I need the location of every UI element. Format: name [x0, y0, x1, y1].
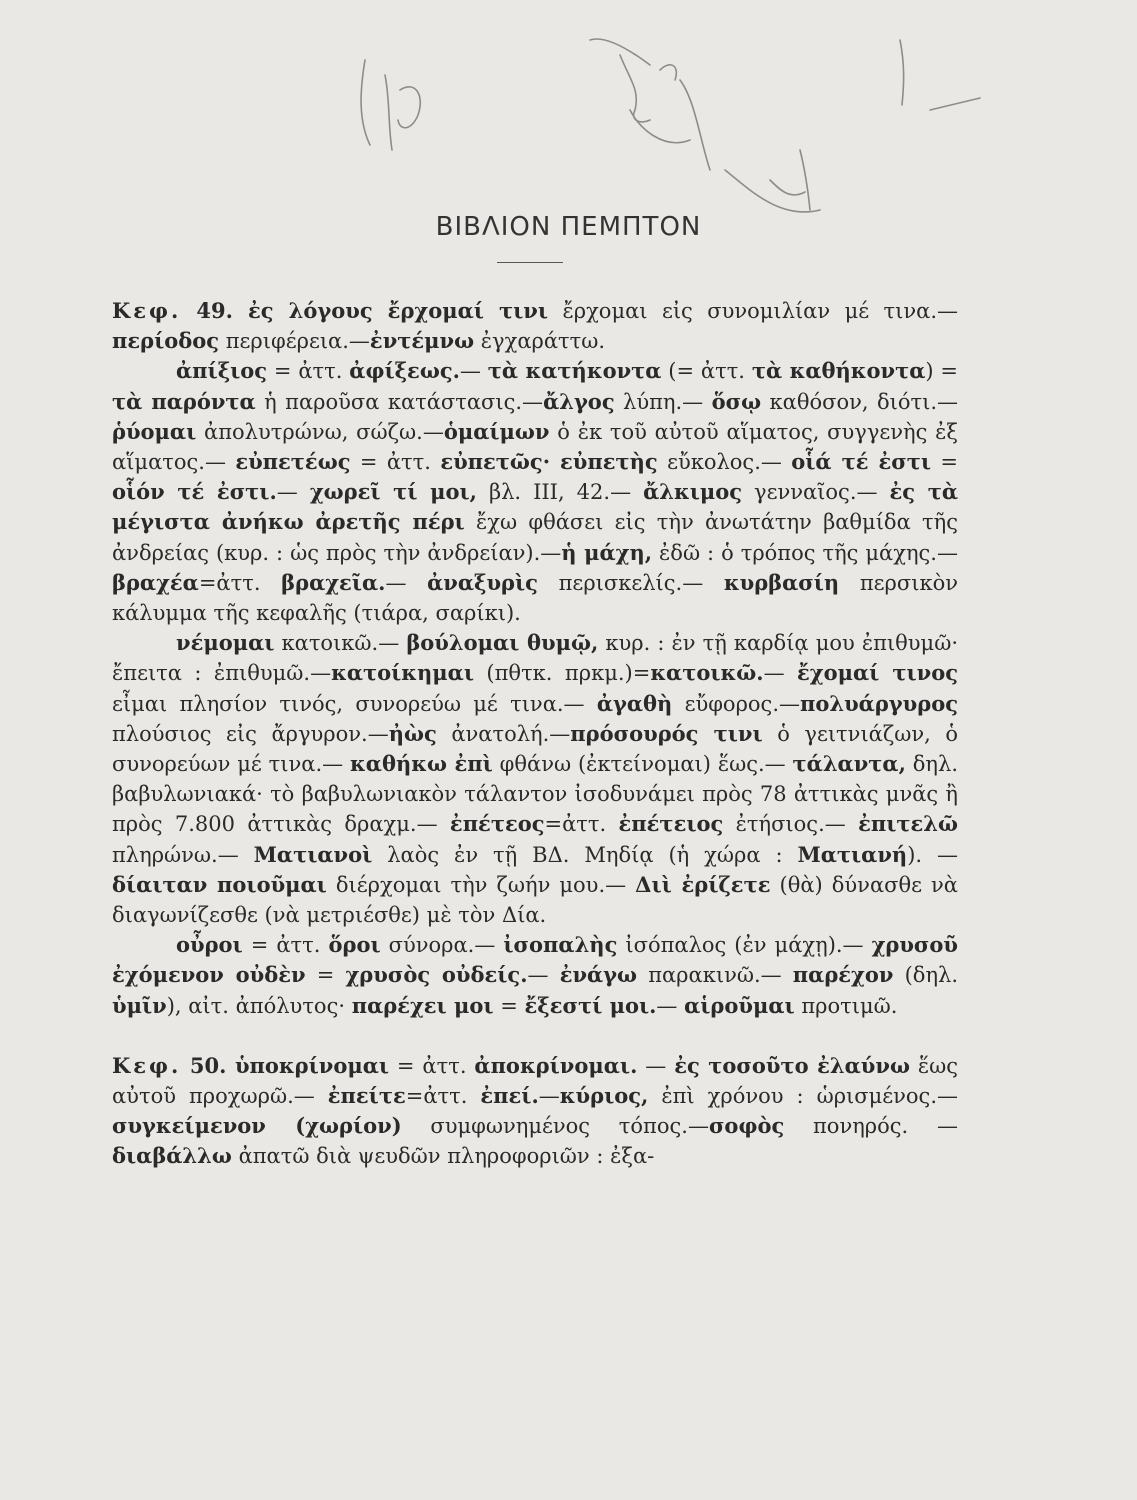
gloss: περσικὸν κάλυμμα τῆς κεφαλῆς (τιάρα, σαρίκι). [112, 570, 958, 626]
lemma: χρυσοῦ ἐχόμενον οὐδὲν [112, 932, 958, 988]
book-title: ΒΙΒΛΙΟΝ ΠΕΜΠΤΟΝ [435, 212, 702, 242]
lemma: ἡ μάχη, [561, 539, 653, 565]
lemma: ὅροι [328, 932, 381, 958]
gloss: ἕως αὐτοῦ προχωρῶ.— [112, 1053, 958, 1109]
lemma: διαβάλλω [112, 1143, 232, 1169]
chapter-paragraph [112, 296, 958, 356]
lemma: συγκείμενον (χωρίον) [112, 1113, 402, 1139]
lemma: οἷά τέ ἐστι [791, 449, 932, 475]
lemma: ἐπέτειος [618, 811, 724, 837]
gloss: — [763, 661, 797, 686]
gloss: ) = [925, 359, 958, 384]
gloss: = [305, 963, 346, 988]
gloss: = ἀττ. [389, 1053, 475, 1078]
lemma: ἔχομαί τινος [797, 660, 958, 686]
lemma: βούλομαι θυμῷ, [406, 630, 599, 656]
lemma: χωρεῖ τί μοι, [309, 479, 477, 505]
gloss: φθάνω (ἐκτείνομαι) ἕως.— [492, 752, 793, 777]
lemma: βραχεῖα. [281, 569, 386, 595]
gloss: ). — [907, 842, 958, 867]
lemma: ἔξεστί μοι. [524, 992, 657, 1018]
lemma: Ματιανοὶ [253, 841, 373, 867]
gloss: ἐπὶ χρόνου : ὡρισμένος.— [648, 1084, 958, 1109]
lemma: ὑποκρίνομαι [234, 1052, 390, 1078]
lemma: ῥύομαι [112, 418, 197, 444]
lemma: πρόσουρός τινι [570, 720, 763, 746]
lemma: ἀφίξεως. [349, 358, 460, 384]
lemma: νέμομαι [176, 630, 275, 656]
lemma: ἠὼς [388, 720, 437, 746]
gloss: πλούσιος εἰς ἄργυρον.— [112, 721, 389, 746]
gloss: ἀνατολή.— [436, 721, 571, 746]
gloss: κατοικῶ.— [274, 631, 407, 656]
lemma: εὐπετέως [235, 449, 351, 475]
gloss: = ἀττ. [350, 450, 441, 475]
gloss: (θὰ) δύνασθε νὰ διαγωνίζεσθε (νὰ μετριέσθε) μὲ τὸν Δία. [112, 872, 958, 928]
gloss: — [538, 1084, 560, 1109]
gloss: ἐγχαράττω. [474, 329, 606, 354]
gloss: ὁ ἐκ τοῦ αὐτοῦ αἵματος, συγγενὴς ἐξ αἵματος.— [112, 419, 958, 475]
paragraph [112, 628, 958, 930]
gloss: ), αἰτ. ἀπόλυτος· [166, 993, 352, 1018]
gloss: (δηλ. [893, 963, 959, 988]
gloss: (πθτκ. πρκμ.)= [474, 661, 651, 686]
title-divider [497, 262, 563, 263]
gloss: =ἀττ. [544, 812, 619, 837]
gloss: παρακινῶ.— [637, 963, 793, 988]
lemma: κατοίκημαι [331, 660, 474, 686]
lemma: πολυάργυρος [800, 690, 958, 716]
gloss: εἶμαι πλησίον τινός, συνορεύω μέ τινα.— [112, 691, 597, 716]
lemma: περίοδος [112, 328, 220, 354]
lemma: κύριος, [559, 1083, 649, 1109]
lemma: Διὶ ἐρίζετε [635, 871, 771, 897]
lemma: ὁμαίμων [443, 418, 550, 444]
lemma: ἄλγος [543, 388, 615, 414]
gloss: ἀπολυτρώνω, σώζω.— [196, 419, 444, 444]
lemma: παρέχει μοι [351, 992, 494, 1018]
lemma: εὐπετῶς· εὐπετὴς [440, 449, 658, 475]
lemma: καθήκω ἐπὶ [350, 751, 493, 777]
gloss: = [493, 993, 525, 1018]
pencil-sketch-icon [330, 20, 990, 240]
gloss: περισκελίς.— [537, 570, 724, 595]
lemma: σοφὸς [708, 1113, 785, 1139]
gloss: — [656, 993, 685, 1018]
gloss: ἰσόπαλος (ἐν μάχῃ).— [617, 933, 872, 958]
gloss: ἀπατῶ διὰ ψευδῶν πληροφοριῶν : ἐξα- [231, 1144, 655, 1169]
gloss: = ἀττ. [267, 359, 350, 384]
gloss: σύνορα.— [380, 933, 504, 958]
gloss: περιφέρεια.— [219, 329, 370, 354]
lemma: ἐπέτεος [449, 811, 545, 837]
lemma: ἐπείτε [327, 1083, 406, 1109]
gloss: ὁ γειτνιάζων, ὁ συνορεύων μέ τινα.— [112, 721, 958, 777]
lemma: τὰ παρόντα [112, 388, 256, 414]
gloss: εὔφορος.— [672, 691, 800, 716]
gloss: =ἀττ. [198, 570, 282, 595]
lemma: ἀγαθὴ [596, 690, 673, 716]
lemma: ἀπίξιος [176, 358, 268, 384]
gloss: διέρχομαι τὴν ζωήν μου.— [326, 872, 636, 897]
lemma: οἷόν τέ ἐστι. [112, 479, 277, 505]
gloss: λύπη.— [614, 389, 712, 414]
gloss: — [637, 1053, 675, 1078]
chapter-number: 50. [181, 1052, 235, 1078]
lemma: αἱροῦμαι [684, 992, 795, 1018]
lemma: ἀποκρίνομαι. [474, 1052, 638, 1078]
gloss: πονηρός. — [784, 1114, 958, 1139]
gloss: (= ἀττ. [661, 359, 752, 384]
lemma: ἄλκιμος [643, 479, 743, 505]
lemma: ἰσοπαλὴς [503, 932, 618, 958]
lemma: ἐς τὰ μέγιστα ἀνήκω ἀρετῆς πέρι [112, 479, 959, 535]
lemma: κατοικῶ. [650, 660, 764, 686]
lemma: βραχέα [112, 569, 199, 595]
gloss: συμφωνημένος τόπος.— [401, 1114, 709, 1139]
lemma: ἀναξυρὶς [427, 569, 538, 595]
chapter-paragraph [112, 1051, 958, 1172]
gloss: — [276, 480, 310, 505]
chapter-label: Κεφ. [112, 298, 182, 323]
gloss: — [527, 963, 560, 988]
lemma: δίαιταν ποιοῦμαι [112, 871, 327, 897]
gloss: προτιμῶ. [794, 993, 898, 1018]
gloss: ἡ παροῦσα κατάστασις.— [255, 389, 544, 414]
gloss: = ἀττ. [242, 933, 329, 958]
lemma: ὅσῳ [711, 388, 762, 414]
commentary-text [112, 296, 958, 1172]
gloss: γενναῖος.— [742, 480, 890, 505]
lemma: χρυσὸς οὐδείς. [345, 962, 528, 988]
gloss: = [931, 450, 959, 475]
gloss: =ἀττ. [405, 1084, 481, 1109]
gloss: βλ. III, 42.— [476, 480, 644, 505]
gloss: δηλ. βαβυλωνιακά· τὸ βαβυλωνιακὸν τάλαντον ἰσοδυνάμει πρὸς 78 ἀττικὰς μνᾶς ἢ πρὸς 7.800 ἀττικὰς δραχμ.— [112, 752, 958, 837]
gloss: πληρώνω.— [112, 842, 254, 867]
lemma: ἐπεί. [480, 1083, 539, 1109]
lemma: παρέχον [792, 962, 894, 988]
chapter-label: Κεφ. [112, 1052, 182, 1078]
paragraph [112, 930, 958, 1021]
lemma: ἐς λόγους ἔρχομαί τινι [248, 298, 549, 323]
lemma: ὑμῖν [112, 992, 167, 1018]
gloss: ἔχω φθάσει εἰς τὴν ἀνωτάτην βαθμίδα τῆς ἀνδρείας (κυρ. : ὡς πρὸς τὴν ἀνδρείαν).— [112, 510, 958, 565]
lemma: ἐπιτελῶ [858, 811, 958, 837]
gloss: λαὸς ἐν τῇ ΒΔ. Μηδίᾳ (ἡ χώρα : [372, 842, 798, 867]
lemma: κυρβασίη [723, 569, 840, 595]
lemma: Ματιανή [797, 841, 908, 867]
chapter-number: 49. [181, 298, 249, 323]
lemma: τὰ καθήκοντα [751, 358, 926, 384]
gloss: — [385, 570, 428, 595]
gloss: ἔρχομαι εἰς συνομιλίαν μέ τινα.— [548, 299, 959, 323]
lemma: οὖροι [176, 932, 243, 958]
gloss: ἐτήσιος.— [723, 812, 859, 837]
lemma: ἐντέμνω [369, 328, 475, 354]
gloss: — [459, 359, 488, 384]
lemma: ἐς τοσοῦτο ἐλαύνω [674, 1052, 910, 1078]
lemma: τάλαντα, [792, 751, 906, 777]
gloss: κυρ. : ἐν τῇ καρδίᾳ μου ἐπιθυμῶ· ἔπειτα : ἐπιθυμῶ.— [112, 631, 958, 686]
paragraph [112, 356, 958, 628]
gloss: ἐδῶ : ὁ τρόπος τῆς μάχης.— [652, 540, 958, 565]
gloss: καθόσον, διότι.— [761, 389, 958, 414]
lemma: τὰ κατήκοντα [487, 358, 662, 384]
lemma: ἐνάγω [559, 962, 638, 988]
gloss: εὔκολος.— [657, 450, 792, 475]
